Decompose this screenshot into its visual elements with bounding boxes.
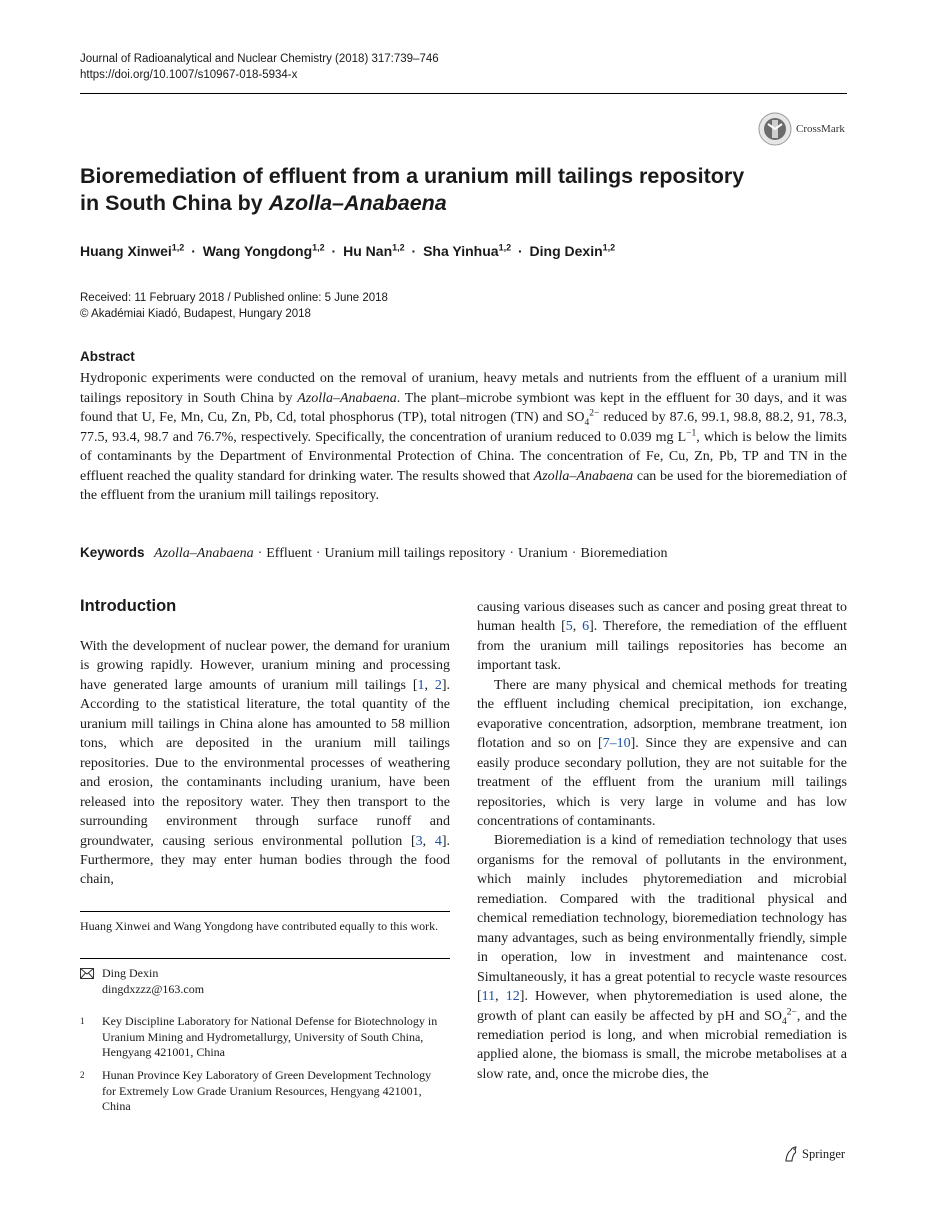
author-separator: · (407, 243, 421, 259)
crossmark-label: CrossMark (796, 123, 845, 135)
keyword-separator: · (571, 546, 577, 561)
author-separator: · (327, 243, 341, 259)
copyright: © Akadémiai Kiadó, Budapest, Hungary 2018 (80, 308, 311, 320)
article-title (80, 163, 780, 217)
affiliation-2 (80, 1068, 450, 1115)
keyword-separator: · (257, 546, 263, 561)
title-line-2: in South China by Azolla–Anabaena (80, 191, 447, 215)
keyword[interactable]: Uranium (518, 546, 568, 561)
author[interactable]: Huang Xinwei$^{1,2}$ (80, 242, 185, 259)
affiliation-text: Key Discipline Laboratory for National Defense for Biotechnology in Uranium Mining and Hydrometallurgy, University of South China, Hengyang 421001, China (102, 1014, 438, 1059)
keyword[interactable]: Uranium mill tailings repository (324, 546, 506, 561)
keyword[interactable]: Effluent (266, 546, 312, 561)
footnote-rule (80, 911, 450, 912)
doi-link[interactable]: https://doi.org/10.1007/s10967-018-5934-x (80, 69, 298, 81)
paragraph: causing various diseases such as cancer and posing great threat to human health [5, 6]. Therefore, the remediation of the effluent from the uranium mill tailings repositories has become an important task. (477, 600, 847, 674)
springer-horse-icon (784, 1146, 798, 1162)
author[interactable]: Wang Yongdong$^{1,2}$ (202, 242, 325, 259)
introduction-left-column (80, 637, 450, 890)
citation-link[interactable]: 11 (481, 989, 496, 1005)
affiliation-number: 2 (80, 1070, 85, 1080)
paragraph: There are many physical and chemical methods for treating the effluent including chemical precipitation, ion exchange, evaporative concentration, adsorption, membrane treatment, ion flotation and so on [7–10]. Since they are expensive and can easily produce secondary pollution, they are not suitable for the treatment of the effluent from the uranium mill tailings repositories, which is very large in volume and has low concentrations of contaminants. (477, 677, 847, 829)
corresponding-name: Ding Dexin (102, 966, 159, 980)
author-list (80, 243, 615, 259)
paragraph: Bioremediation is a kind of remediation technology that uses organisms for the removal of pollutants in the environment, which mainly includes phytoremediation and microbial remediation. Compared with the traditional physical and chemical remediation technology, bioremediation technology has many advantages, such as being environmentally friendly, simple in operation, low in investment and maintenance cost. Simultaneously, it has a great potential to recycle waste resources [11, 12]. However, when phytoremediation is used alone, the growth of plant can easily be affected by pH and $SO_4^{2-}$, and the remediation period is long, and when microbial remediation is applied alone, the biomass is small, the microbe metabolises at a slow rate, and, once the microbe dies, the (477, 833, 847, 1082)
author[interactable]: Hu Nan$^{1,2}$ (343, 242, 405, 259)
affiliation-1 (80, 1014, 450, 1061)
crossmark-icon (758, 112, 792, 146)
citation-link[interactable]: 2 (434, 677, 442, 693)
author[interactable]: Sha Yinhua$^{1,2}$ (423, 242, 512, 259)
envelope-icon (80, 968, 94, 979)
corresponding-author (80, 966, 204, 997)
footnote-rule (80, 958, 450, 959)
publisher-name: Springer (802, 1146, 846, 1161)
keywords (80, 545, 668, 562)
abstract-body: Hydroponic experiments were conducted on the removal of uranium, heavy metals and nutrients from the effluent of a uranium mill tailings repository in South China by Azolla–Anabaena. The plant–microbe symbiont was kept in the effluent for 30 days, and it was found that U, Fe, Mn, Cu, Zn, Pb, Cd, total phosphorus (TP), total nitrogen (TN) and $SO_4^{2-}$ reduced by 87.6, 99.1, 98.8, 88.2, 91, 78.3, 77.5, 93.4, 98.7 and 76.7%, respectively. Specifically, the concentration of uranium reduced to 0.039 mg $L^{-1}$, which is below the limits of contaminants by the Department of Environmental Protection of China. The concentration of Fe, Cu, Zn, Pb, TP and TN in the effluent reached the quality standard for drinking water. The results showed that Azolla–Anabaena can be used for the bioremediation of the effluent from the uranium mill tailings repository. (80, 371, 848, 503)
author-separator: · (187, 243, 200, 259)
author[interactable]: Ding Dexin$^{1,2}$ (529, 242, 616, 259)
citation-link[interactable]: 3 (415, 833, 423, 849)
citation-link[interactable]: 7–10 (602, 736, 631, 752)
citation-link[interactable]: 12 (505, 989, 520, 1005)
abstract-heading: Abstract (80, 349, 135, 364)
title-line-1: Bioremediation of effluent from a uranium mill tailings repository (80, 164, 745, 188)
corresponding-email[interactable]: dingdxzzz@163.com (102, 981, 205, 996)
citation-link[interactable]: 6 (582, 619, 590, 635)
author-separator: · (514, 243, 527, 259)
introduction-heading: Introduction (80, 597, 177, 615)
citation-link[interactable]: 5 (565, 619, 573, 635)
keywords-label: Keywords (80, 545, 145, 560)
keyword[interactable]: Azolla–Anabaena (154, 546, 254, 561)
journal-header (80, 51, 439, 83)
affiliation-text: Hunan Province Key Laboratory of Green Development Technology for Extremely Low Grade Uranium Resources, Hengyang 421001, China (102, 1068, 432, 1113)
introduction-right-column (477, 598, 847, 1084)
paragraph: With the development of nuclear power, the demand for uranium is growing rapidly. However, uranium mining and processing have generated large amounts of uranium mill tailings [1, 2]. According to the statistical literature, the total quantity of the uranium mill tailings in China alone has amounted to 58 million tons, which are deposited in the uranium mill tailings repositories. Due to the environmental processes of weathering and erosion, the contaminants including uranium, have been released into the repository water. They then transport to the surrounding environment through surface runoff and groundwater, causing serious environmental pollution [3, 4]. Furthermore, they may enter human bodies through the food chain, (80, 639, 450, 888)
contribution-note: Huang Xinwei and Wang Yongdong have contributed equally to this work. (80, 919, 439, 933)
publisher-logo (784, 1146, 845, 1162)
journal-citation: Journal of Radioanalytical and Nuclear Chemistry (2018) 317:739–746 (80, 53, 439, 65)
header-rule (80, 93, 847, 94)
crossmark-badge[interactable] (758, 112, 845, 146)
keyword-separator: · (315, 546, 321, 561)
citation-link[interactable]: 1 (417, 677, 425, 693)
keyword-separator: · (509, 546, 515, 561)
affiliation-number: 1 (80, 1016, 85, 1026)
keyword[interactable]: Bioremediation (580, 546, 668, 561)
publication-dates (80, 290, 388, 322)
citation-link[interactable]: 4 (434, 833, 442, 849)
received-published: Received: 11 February 2018 / Published online: 5 June 2018 (80, 292, 388, 304)
